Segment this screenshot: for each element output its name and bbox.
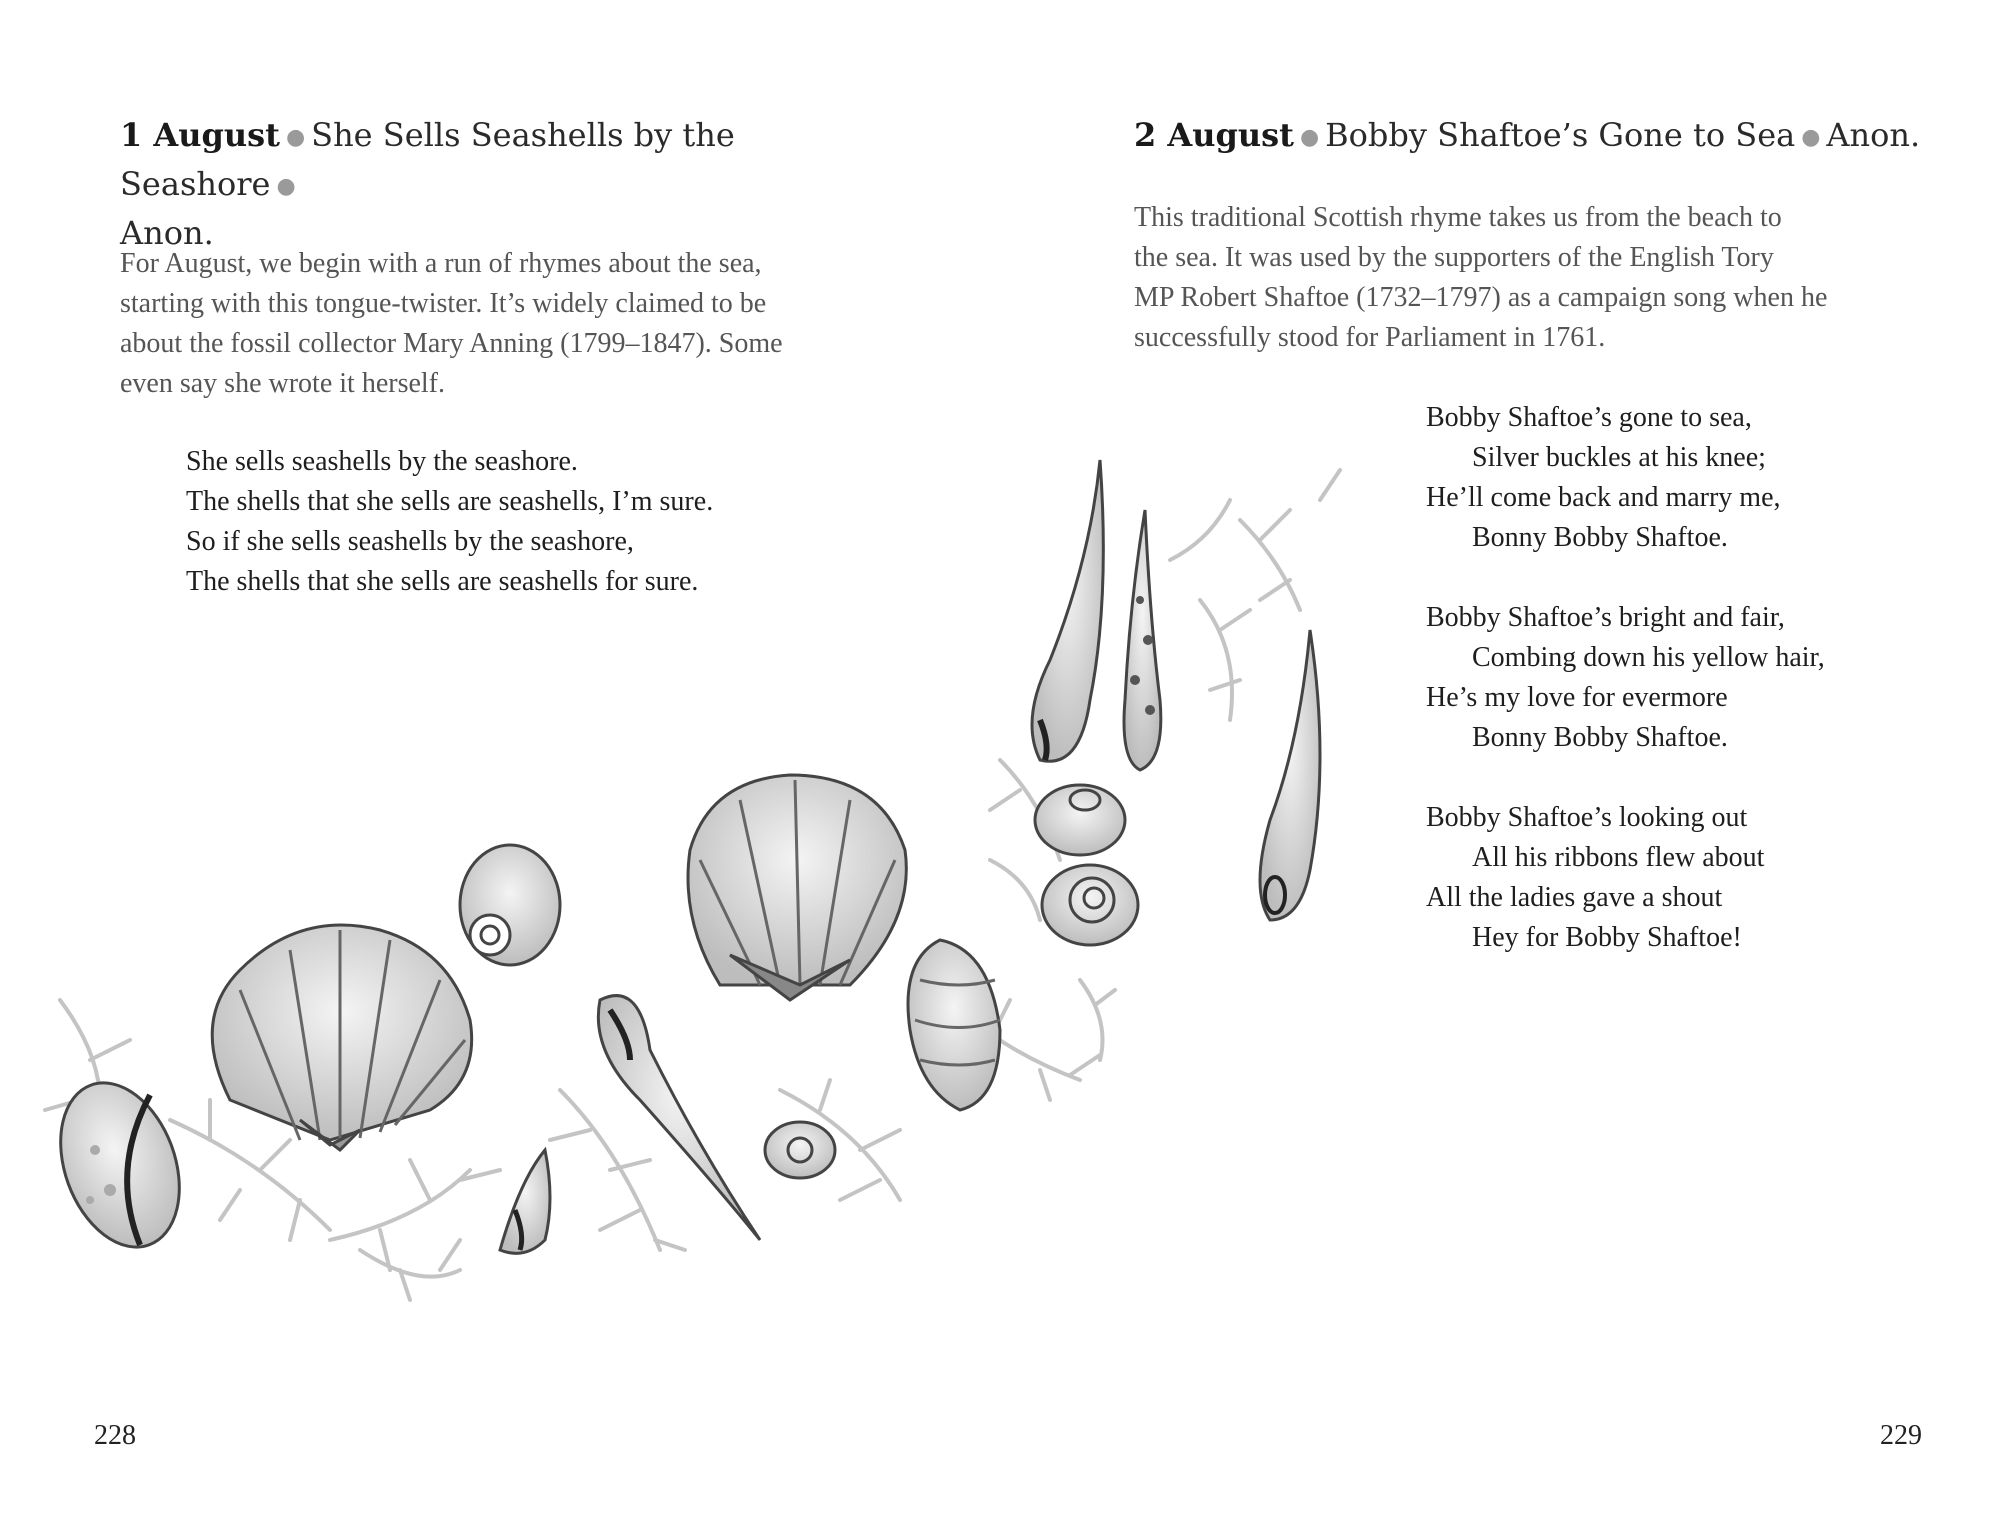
poem-line: The shells that she sells are seashells, I’m sure. [186,486,714,517]
cone-shell-small [500,1150,550,1253]
poem-line: Hey for Bobby Shaftoe! [1472,922,1742,953]
poem-line: The shells that she sells are seashells for sure. [186,566,699,597]
left-intro-line: For August, we begin with a run of rhymes about the sea, [120,248,762,279]
spire-shell-tall-right [1260,630,1320,920]
left-intro-line: about the fossil collector Mary Anning (1799–1847). Some [120,328,783,359]
separator-dot-icon: ● [1801,125,1821,150]
right-intro [1134,198,1954,358]
separator-dot-icon: ● [276,174,296,199]
left-date: 1 August [120,116,280,154]
right-title: Bobby Shaftoe’s Gone to Sea [1325,116,1796,154]
poem-line: He’s my love for evermore [1426,682,1728,713]
poem-line: Bobby Shaftoe’s bright and fair, [1426,602,1785,633]
poem-line: All his ribbons flew about [1472,842,1765,873]
snail-shell-ribbed [1035,785,1125,855]
spiral-shell-small-bottom [765,1122,835,1178]
spire-shell-tall-left [1032,460,1103,761]
left-intro-line: starting with this tongue-twister. It’s widely claimed to be [120,288,767,319]
poem-line: She sells seashells by the seashore. [186,446,578,477]
stanza [1426,398,1986,558]
spire-shell-center [598,996,760,1240]
cowrie-shell [39,1066,201,1263]
stanza [1426,798,1986,958]
left-title: She Sells Seashells by the Seashore [120,116,735,203]
ridged-shell [908,940,1000,1110]
right-intro-line: This traditional Scottish rhyme takes us from the beach to [1134,202,1782,233]
left-intro-line: even say she wrote it herself. [120,368,445,399]
right-intro-line: MP Robert Shaftoe (1732–1797) as a campaign song when he [1134,282,1828,313]
poem-line: All the ladies gave a shout [1426,882,1723,913]
poem-line: Bonny Bobby Shaftoe. [1472,522,1728,553]
page-number-left: 228 [94,1420,136,1451]
poem-line: Bonny Bobby Shaftoe. [1472,722,1728,753]
left-heading [120,112,860,257]
poem-line: Bobby Shaftoe’s gone to sea, [1426,402,1752,433]
right-poem [1426,398,1986,998]
poem-line: Bobby Shaftoe’s looking out [1426,802,1748,833]
left-intro [120,244,880,404]
right-heading [1134,112,1954,161]
poem-line: He’ll come back and marry me, [1426,482,1781,513]
right-intro-line: successfully stood for Parliament in 1761. [1134,322,1606,353]
right-date: 2 August [1134,116,1294,154]
scallop-shell-left [212,925,471,1150]
scallop-shell-center [688,775,906,1000]
spiral-shell-small-top [460,845,560,965]
left-poem [186,442,886,602]
stanza [1426,598,1986,758]
right-author: Anon. [1826,116,1921,154]
right-intro-line: the sea. It was used by the supporters of the English Tory [1134,242,1774,273]
poem-line: Combing down his yellow hair, [1472,642,1825,673]
snail-shell-spiral [1042,865,1138,945]
separator-dot-icon: ● [1299,125,1320,150]
separator-dot-icon: ● [285,125,306,150]
poem-line: So if she sells seashells by the seashore, [186,526,634,557]
page-number-right: 229 [1880,1420,1922,1451]
spire-shell-spotted [1124,510,1161,770]
poem-line: Silver buckles at his knee; [1472,442,1766,473]
left-author: Anon. [120,214,214,252]
